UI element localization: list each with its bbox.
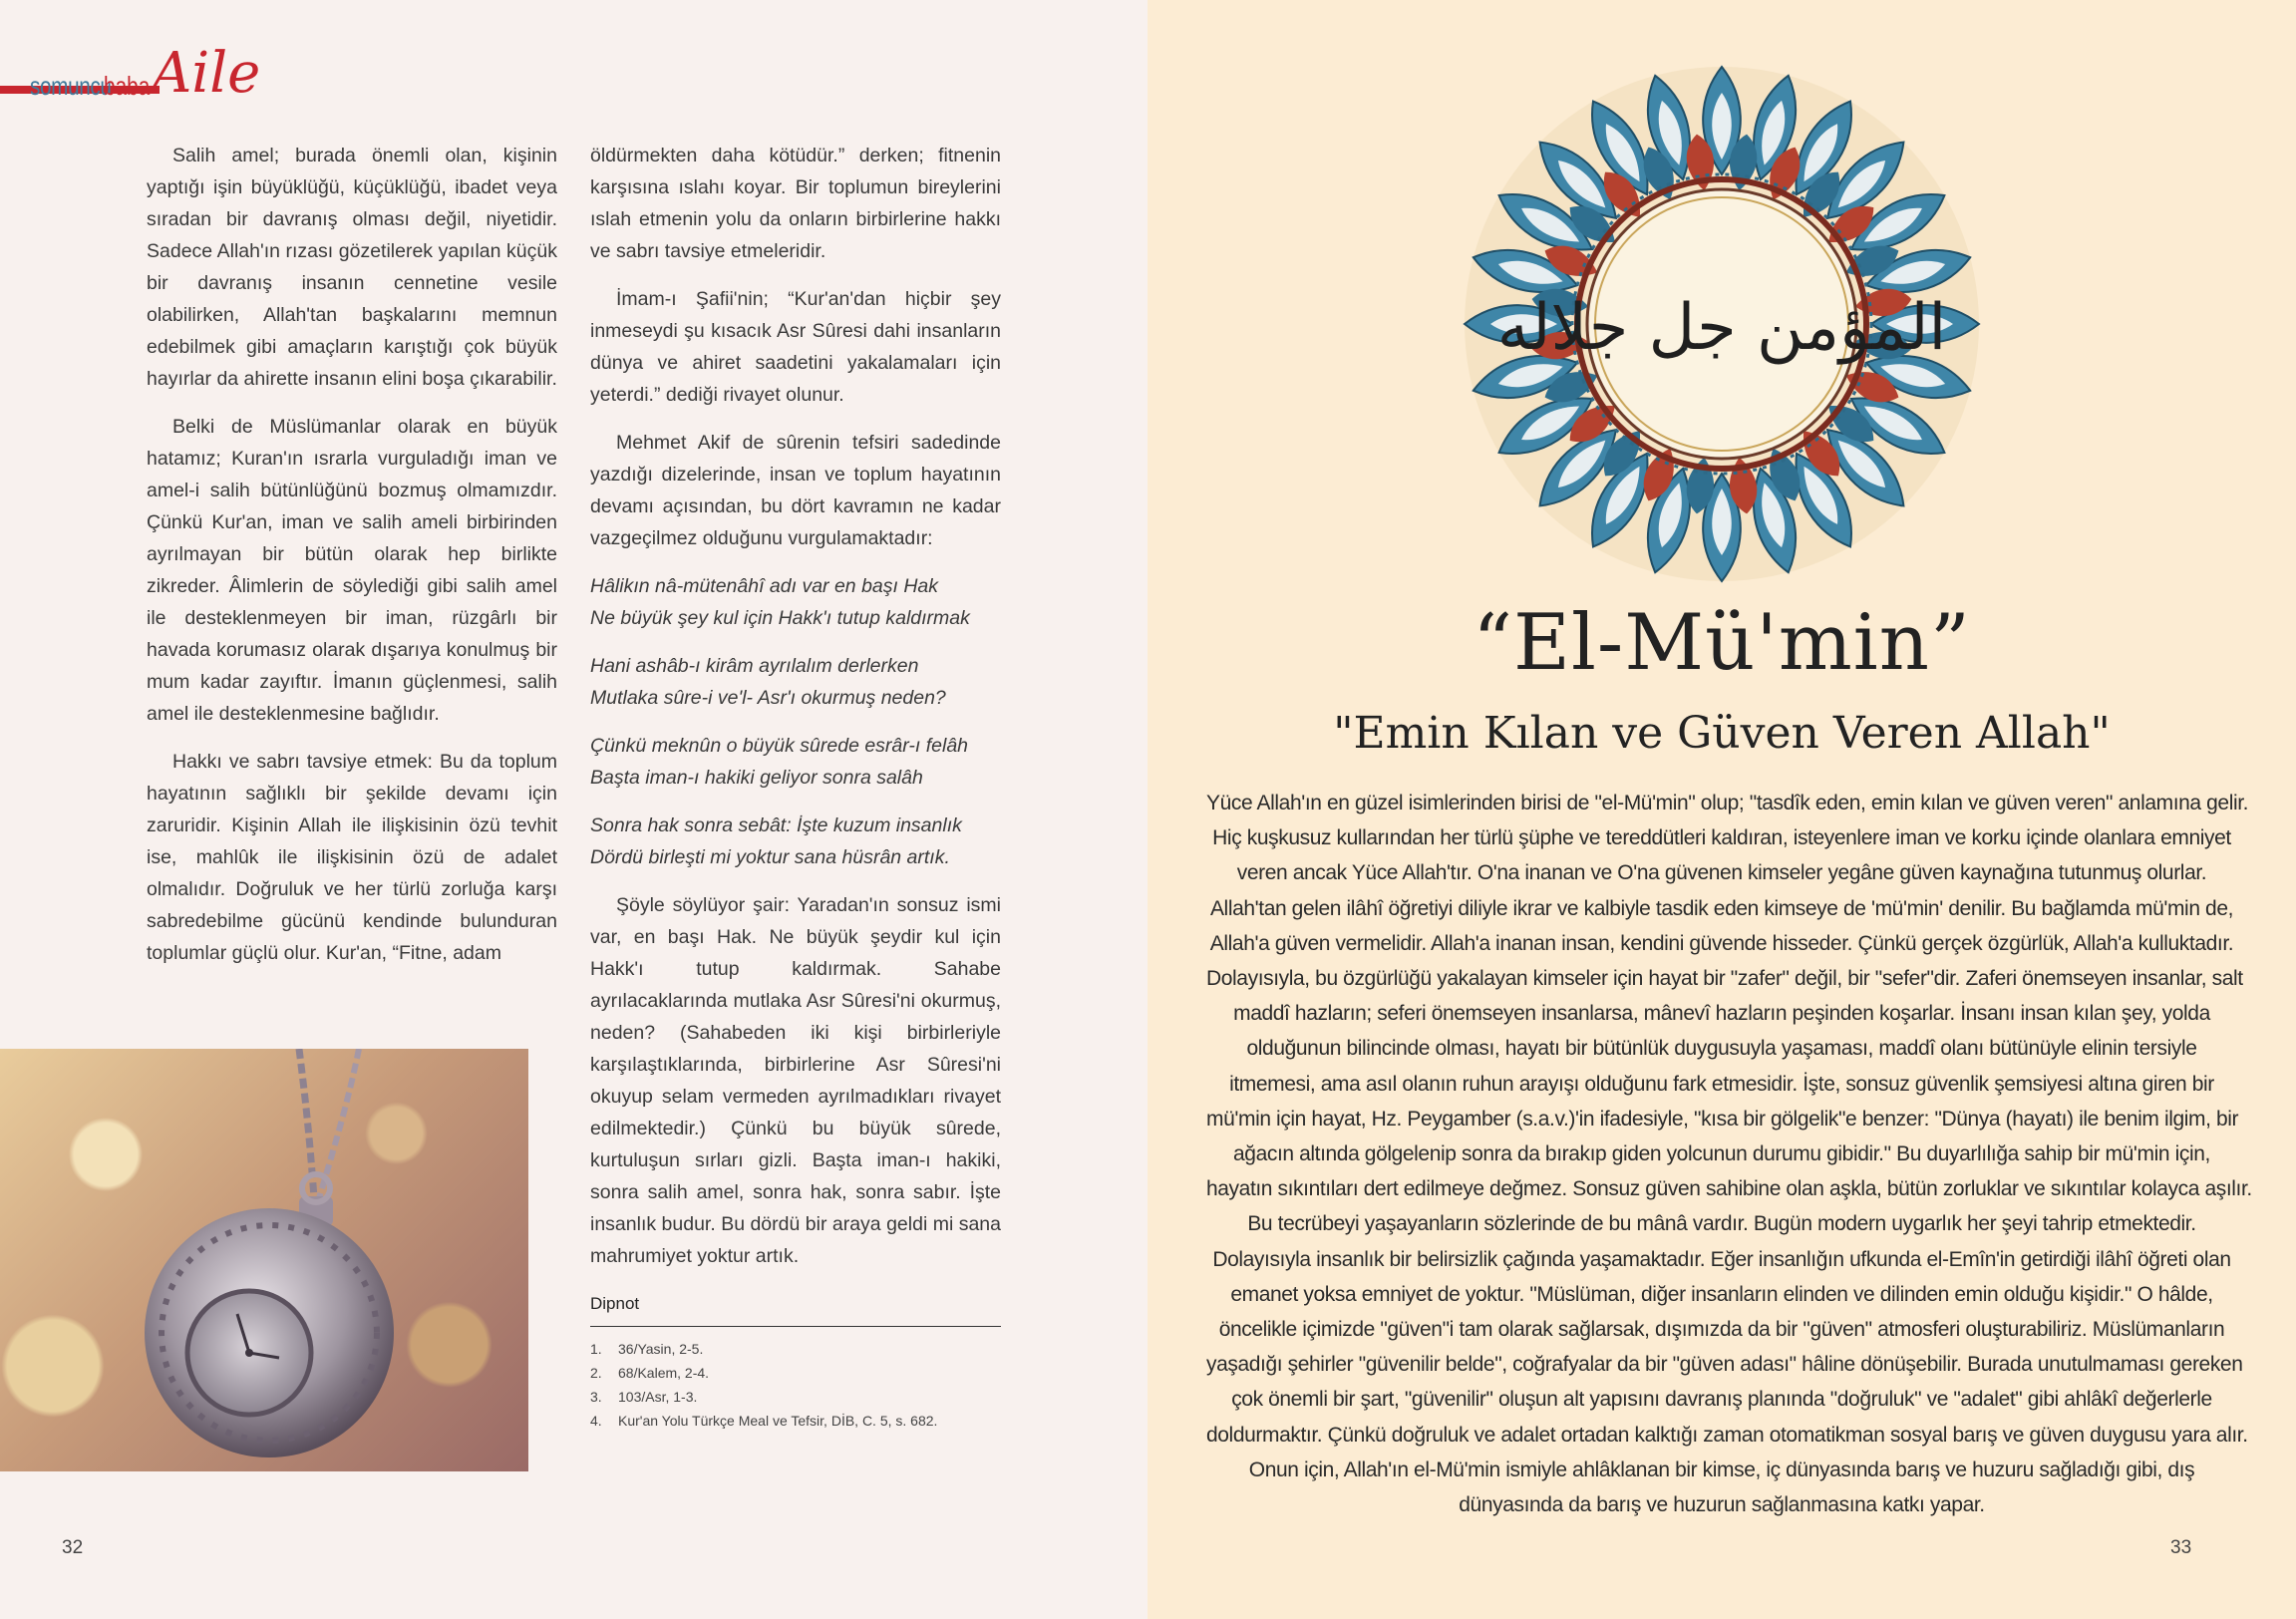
article-title: “El-Mü'min” [1473,598,1971,688]
body-line: öncelikle içimizde "güven"i tam olarak sağlarsak, dışımızda da bir "güven" atmosferi oluşturabiliriz. Müslümanların [1218,1318,2225,1342]
body-line: Dolayısıyla insanlık bir belirsizlik çağında yaşamaktadır. Eğer insanlığın ufkunda el-Emîn'in getirdiği ilâhî öğreti olan [1212,1247,2231,1271]
body-line: mü'min için hayat, Hz. Peygamber (s.a.v.)'in ifadesiyle, "kısa bir gölgelik"e benzer: "Dünya (hayatı) ile benim ilgim, bir [1206,1107,2239,1131]
pocket-watch-illustration [0,1049,528,1471]
article-body [1206,786,2252,1522]
body-line: ağacın altında gölgelenip sonra da bırakıp giden yolcunun durumu gibidir." Bu duyarlılığa sahip bir mü'min için, [1233,1142,2210,1166]
paragraph: Şöyle söylüyor şair: Yaradan'ın sonsuz ismi var, en başı Hak. Ne büyük şeydir kul için Hakk'ı tutup kaldırmak. Sahabe ayrılacaklarında mutlaka Asr Sûresi'ni okurmuş, neden? (Sahabeden iki kişi birbirleriyle karşılaştıklarında, birbirlerine Asr Sûresi'ni okuyup selam vermeden ayrılmadıkları rivayet edilmektedir.) Çünkü bu büyük sûrede, kurtuluşun sırları gizli. Başta iman-ı hakiki, sonra salih amel, sonra hak, sonra sabır. İşte insanlık budur. Bu dördü bir araya geldi mi sana mahrumiyet yoktur artık. [590,894,1001,1267]
poem-line: Dördü birleşti mi yoktur sana hüsrân artık. [590,846,950,868]
paragraph: Salih amel; burada önemli olan, kişinin yaptığı işin büyüklüğü, küçüklüğü, ibadet veya sıradan bir davranış olması değil, niyetidir. Sadece Allah'ın rızası gözetilerek yapılan küçük bir davranış insanın cennetine vesile olabilirken, Allah'tan başkalarını memnun edebilmek gibi amaçların karıştığı çok büyük hayırlar da ahirette insanın elini boşa çıkarabilir. [147,145,557,390]
poem-line: Mutlaka sûre-i ve'l- Asr'ı okurmuş neden? [590,687,946,709]
floral-rosette-icon [1458,60,1986,588]
page-number-left: 32 [62,1537,84,1558]
logo-brand-part1: somuncu [30,71,112,101]
calligraphy-medallion [1458,60,1986,588]
left-column-1 [147,140,557,985]
paragraph: İmam-ı Şafii'nin; “Kur'an'dan hiçbir şey inmeseydi şu kısacık Asr Sûresi dahi insanların dünya ve ahiret saadetini yakalamaları için yeterdi.” dediği rivayet olunur. [590,288,1001,406]
poem-stanza [590,810,1001,873]
paragraph: Mehmet Akif de sûrenin tefsiri sadedinde yazdığı dizelerinde, insan ve toplum hayatının devamı açısından, bu dört kavramın ne kadar vazgeçilmez olduğunu vurgulamaktadır: [590,432,1001,549]
body-line: Onun için, Allah'ın el-Mü'min ismiyle ahlâklanan bir kimse, iç dünyasında barış ve huzuru sağladığı gibi, dış [1248,1457,2195,1481]
body-line: itmemesi, ama asıl olanın ruhun arayışı olduğunu fark etmesidir. İşte, sonsuz güvenlik şemsiyesi altına giren bir [1229,1072,2214,1096]
poem-line: Hani ashâb-ı kirâm ayrılalım derlerken [590,655,919,677]
body-line: dünyasında da barış ve huzurun sağlanmasına katkı yapar. [1459,1493,1985,1517]
calligraphy-text: المؤمن جل جلاله [1496,291,1947,365]
paragraph: öldürmekten daha kötüdür.” derken; fitnenin karşısına ıslahı koyar. Bir toplumun bireylerini ıslah etmenin yolu da onların birbirlerine hakkı ve sabrı tavsiye etmeleridir. [590,145,1001,262]
article-subtitle: "Emin Kılan ve Güven Veren Allah" [1333,708,2111,759]
body-line: yaşadığı şehirler "güvenilir belde", coğrafyalar da bir "güven adası" hâline dönüşebilir. Burada unutulmaması gereken [1206,1353,2243,1377]
footnote-list [590,1337,1001,1433]
poem-stanza [590,650,1001,714]
body-line: Bu tecrübeyi yaşayanların sözlerinde de bu mânâ vardır. Bugün modern uygarlık her şeyi tahrip etmektedir. [1247,1212,2196,1236]
body-line: Dolayısıyla, bu özgürlüğü yakalayan kimseler için hayat bir "zafer" değil, bir "sefer"dir. Zaferi önemseyen insanlar, salt [1206,967,2243,991]
body-line: doldurmaktır. Çünkü doğruluk ve adalet ortadan kalktığı zaman otomatikman sosyal barış ve güven duygusu yara alır. [1206,1423,2248,1447]
poem-line: Çünkü meknûn o büyük sûrede esrâr-ı felâh [590,735,969,757]
body-line: çok önemli bir şart, "güvenilir" oluşun alt yapısını davranış planında "doğruluk" ve "adalet" gibi ahlâkî değerlerle [1231,1388,2212,1412]
paragraph: Hakkı ve sabrı tavsiye etmek: Bu da toplum hayatının sağlıklı bir şekilde devamı için zaruridir. Kişinin Allah ile ilişkisinin özü tevhit ise, mahlûk ile ilişkisinin özü de adalet olmalıdır. Doğruluk ve her türlü zorluğa karşı sabredebilme gücünü kendinde bulunduran toplumlar güçlü olur. Kur'an, “Fitne, adam [147,751,557,964]
body-line: olduğunun bilincinde olması, hayatı bir bütünlük duygusuyla yaşaması, maddî olanı bütünüyle elinin tersiyle [1246,1037,2197,1061]
footnote-item: 3. 103/Asr, 1-3. [590,1389,698,1405]
section-title: Aile [151,41,261,106]
body-line: hayatın sıkıntıları dert edilmeye değmez. Sonsuz güven sahibine olan aşkla, bütün zorluklar ve sıkıntılar kolayca aşılır. [1206,1177,2252,1201]
poem-line: Hâlikın nâ-mütenâhî adı var en başı Hak [590,575,939,597]
paragraph: Belki de Müslümanlar olarak en büyük hatamız; Kuran'ın ısrarla vurguladığı iman ve amel-i salih bütünlüğünü bozmuş olmamızdır. Çünkü Kur'an, iman ve salih ameli birbirinden ayrılmayan bir bütün olarak hep birlikte zikreder. Âlimlerin de söylediği gibi salih amel ile desteklenmeyen bir iman, rüzgârlı bir havada korumasız olarak dışarıya konulmuş bir mum kadar zayıftır. İmanın güçlenmesi, salih amel ile desteklenmesine bağlıdır. [147,416,557,725]
body-line: Hiç kuşkusuz kullarından her türlü şüphe ve tereddütleri kaldıran, isteyenlere iman ve korku içinde olanlara emniyet [1212,826,2231,850]
poem-stanza [590,730,1001,794]
body-line: Allah'tan gelen ilâhî öğretiyi diliyle ikrar ve kalbiyle tasdik eden kimseye de 'mü'min' denilir. Bu bağlamda mü'min de, [1209,896,2234,920]
logo-brand-part2: baba [104,71,151,101]
footnote-item: 4. Kur'an Yolu Türkçe Meal ve Tefsir, DİB, C. 5, s. 682. [590,1413,938,1429]
poem-line: Başta iman-ı hakiki geliyor sonra salâh [590,767,923,789]
poem-stanza [590,570,1001,634]
body-line: Yüce Allah'ın en güzel isimlerinden birisi de "el-Mü'min" olup; "tasdîk eden, emin kılan ve güven veren" anlamına gelir. [1206,792,2249,814]
body-line: Allah'a güven vermelidir. Allah'a inanan insan, kendini güvende hisseder. Çünkü gerçek özgürlük, Allah'a kulluktadır. [1209,931,2234,955]
footnote-item: 1. 36/Yasin, 2-5. [590,1341,704,1357]
body-line: emanet yoksa emniyet de yoktur. "Müslüman, diğer insanların elinden ve dilinden emin olduğu kişidir." O hâlde, [1230,1282,2213,1306]
body-line: veren ancak Yüce Allah'tır. O'na inanan ve O'na güvenen kimseler yegâne güven kaynağına tutunmuş olurlar. [1236,861,2207,885]
body-line: maddî hazların; seferi önemseyen insanlarsa, mânevî hazların peşinden koşarlar. İnsanı insan kılan şey, yolda [1233,1002,2210,1026]
poem-line: Ne büyük şey kul için Hakk'ı tutup kaldırmak [590,607,970,629]
magazine-logo [30,41,261,106]
footnote-heading: Dipnot [590,1288,1001,1327]
pocket-watch-photo [0,1049,528,1471]
footnote-item: 2. 68/Kalem, 2-4. [590,1365,710,1381]
left-column-2 [590,140,1001,1433]
poem-line: Sonra hak sonra sebât: İşte kuzum insanlık [590,814,962,836]
page-number-right: 33 [2170,1537,2192,1558]
